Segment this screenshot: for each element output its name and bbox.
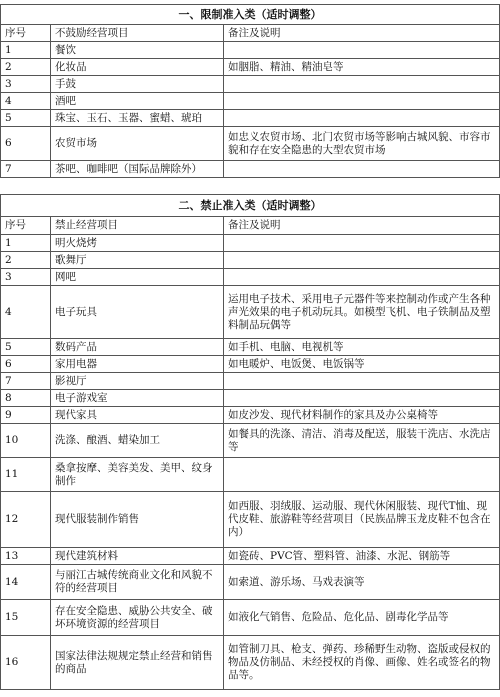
table-row — [1, 424, 500, 458]
row-notes — [224, 373, 500, 390]
row-notes: 运用电子技术、采用电子元器件等来控制动作或产生各种声光效果的电子机动玩具。如模型飞机、电子铁制品及塑料制品玩偶等 — [224, 286, 500, 339]
row-item: 国家法律法规规定禁止经营和销售的商品 — [51, 636, 224, 690]
row-item: 茶吧、咖啡吧（国际品牌除外） — [51, 161, 224, 178]
row-notes: 如索道、游乐场、马戏表演等 — [224, 565, 500, 600]
row-notes: 如电暖炉、电饭煲、电饭锅等 — [224, 356, 500, 373]
table-row — [1, 110, 500, 127]
table-row — [1, 373, 500, 390]
table-row — [1, 600, 500, 636]
row-number: 9 — [1, 407, 51, 424]
row-number: 3 — [1, 269, 51, 286]
row-notes — [224, 252, 500, 269]
row-item: 珠宝、玉石、玉器、蜜蜡、琥珀 — [51, 110, 224, 127]
table-row — [1, 458, 500, 492]
table-row — [1, 492, 500, 548]
row-number: 7 — [1, 373, 51, 390]
table-row — [1, 252, 500, 269]
row-notes — [224, 42, 500, 59]
row-notes — [224, 76, 500, 93]
row-number: 10 — [1, 424, 51, 458]
row-number: 6 — [1, 356, 51, 373]
row-item: 手鼓 — [51, 76, 224, 93]
table-row — [1, 356, 500, 373]
restricted-entry-table — [0, 4, 500, 178]
row-number: 2 — [1, 252, 51, 269]
row-item: 网吧 — [51, 269, 224, 286]
row-item: 化妆品 — [51, 59, 224, 76]
row-item: 明火烧烤 — [51, 235, 224, 252]
header-notes: 备注及说明 — [224, 25, 500, 42]
row-number: 15 — [1, 600, 51, 636]
header-number: 序号 — [1, 25, 51, 42]
row-number: 12 — [1, 492, 51, 548]
row-item: 洗涤、酿酒、蜡染加工 — [51, 424, 224, 458]
section-title: 二、禁止准入类（适时调整） — [1, 195, 500, 217]
row-number: 8 — [1, 390, 51, 407]
table-row — [1, 161, 500, 178]
row-notes — [224, 93, 500, 110]
table-title-row — [1, 5, 500, 25]
header-number: 序号 — [1, 217, 51, 235]
section-title: 一、限制准入类（适时调整） — [1, 5, 500, 25]
row-item: 现代建筑材料 — [51, 548, 224, 565]
table-row — [1, 269, 500, 286]
row-notes: 如皮沙发、现代材料制作的家具及办公桌椅等 — [224, 407, 500, 424]
row-item: 家用电器 — [51, 356, 224, 373]
table-header-row — [1, 25, 500, 42]
row-notes — [224, 161, 500, 178]
row-notes: 如餐具的洗涤、清洁、消毒及配送，服装干洗店、水洗店等 — [224, 424, 500, 458]
table-row — [1, 548, 500, 565]
table-row — [1, 286, 500, 339]
row-item: 餐饮 — [51, 42, 224, 59]
row-number: 11 — [1, 458, 51, 492]
header-notes: 备注及说明 — [224, 217, 500, 235]
row-number: 3 — [1, 76, 51, 93]
table-row — [1, 93, 500, 110]
table-row — [1, 42, 500, 59]
row-number: 5 — [1, 110, 51, 127]
row-number: 14 — [1, 565, 51, 600]
row-item: 与丽江古城传统商业文化和风貌不符的经营项目 — [51, 565, 224, 600]
row-notes — [224, 235, 500, 252]
table-row — [1, 565, 500, 600]
row-number: 4 — [1, 286, 51, 339]
table-row — [1, 407, 500, 424]
row-item: 现代服装制作销售 — [51, 492, 224, 548]
row-notes: 如胭脂、精油、精油皂等 — [224, 59, 500, 76]
row-notes: 如管制刀具、枪支、弹药、珍稀野生动物、盗版或侵权的物品及仿制品、未经授权的肖像、画像、姓名或签名的物品等。 — [224, 636, 500, 690]
prohibited-entry-table — [0, 194, 500, 690]
row-notes — [224, 110, 500, 127]
row-number: 4 — [1, 93, 51, 110]
row-item: 歌舞厅 — [51, 252, 224, 269]
row-item: 存在安全隐患、威胁公共安全、破坏环境资源的经营项目 — [51, 600, 224, 636]
row-number: 6 — [1, 127, 51, 161]
row-item: 电子玩具 — [51, 286, 224, 339]
row-notes — [224, 390, 500, 407]
row-notes — [224, 458, 500, 492]
header-item: 禁止经营项目 — [51, 217, 224, 235]
row-notes: 如忠义农贸市场、北门农贸市场等影响古城风貌、市容市貌和存在安全隐患的大型农贸市场 — [224, 127, 500, 161]
row-notes: 如瓷砖、PVC管、塑料管、油漆、水泥、钢筋等 — [224, 548, 500, 565]
table-row — [1, 59, 500, 76]
table-row — [1, 636, 500, 690]
row-number: 7 — [1, 161, 51, 178]
table-header-row — [1, 217, 500, 235]
row-notes: 如西服、羽绒服、运动服、现代休闲服装、现代T恤、现代皮鞋、旅游鞋等经营项目（民族品牌玉龙皮鞋不包含在内） — [224, 492, 500, 548]
row-item: 酒吧 — [51, 93, 224, 110]
row-item: 农贸市场 — [51, 127, 224, 161]
row-item: 桑拿按摩、美容美发、美甲、纹身制作 — [51, 458, 224, 492]
table-row — [1, 235, 500, 252]
row-item: 影视厅 — [51, 373, 224, 390]
row-item: 电子游戏室 — [51, 390, 224, 407]
row-number: 1 — [1, 42, 51, 59]
row-notes: 如手机、电脑、电视机等 — [224, 339, 500, 356]
row-item: 现代家具 — [51, 407, 224, 424]
row-notes — [224, 269, 500, 286]
row-number: 13 — [1, 548, 51, 565]
table-row — [1, 127, 500, 161]
row-notes: 如液化气销售、危险品、危化品、剧毒化学品等 — [224, 600, 500, 636]
table-row — [1, 76, 500, 93]
row-number: 1 — [1, 235, 51, 252]
header-item: 不鼓励经营项目 — [51, 25, 224, 42]
table-row — [1, 339, 500, 356]
row-number: 2 — [1, 59, 51, 76]
table-title-row — [1, 195, 500, 217]
row-item: 数码产品 — [51, 339, 224, 356]
table-row — [1, 390, 500, 407]
row-number: 16 — [1, 636, 51, 690]
row-number: 5 — [1, 339, 51, 356]
